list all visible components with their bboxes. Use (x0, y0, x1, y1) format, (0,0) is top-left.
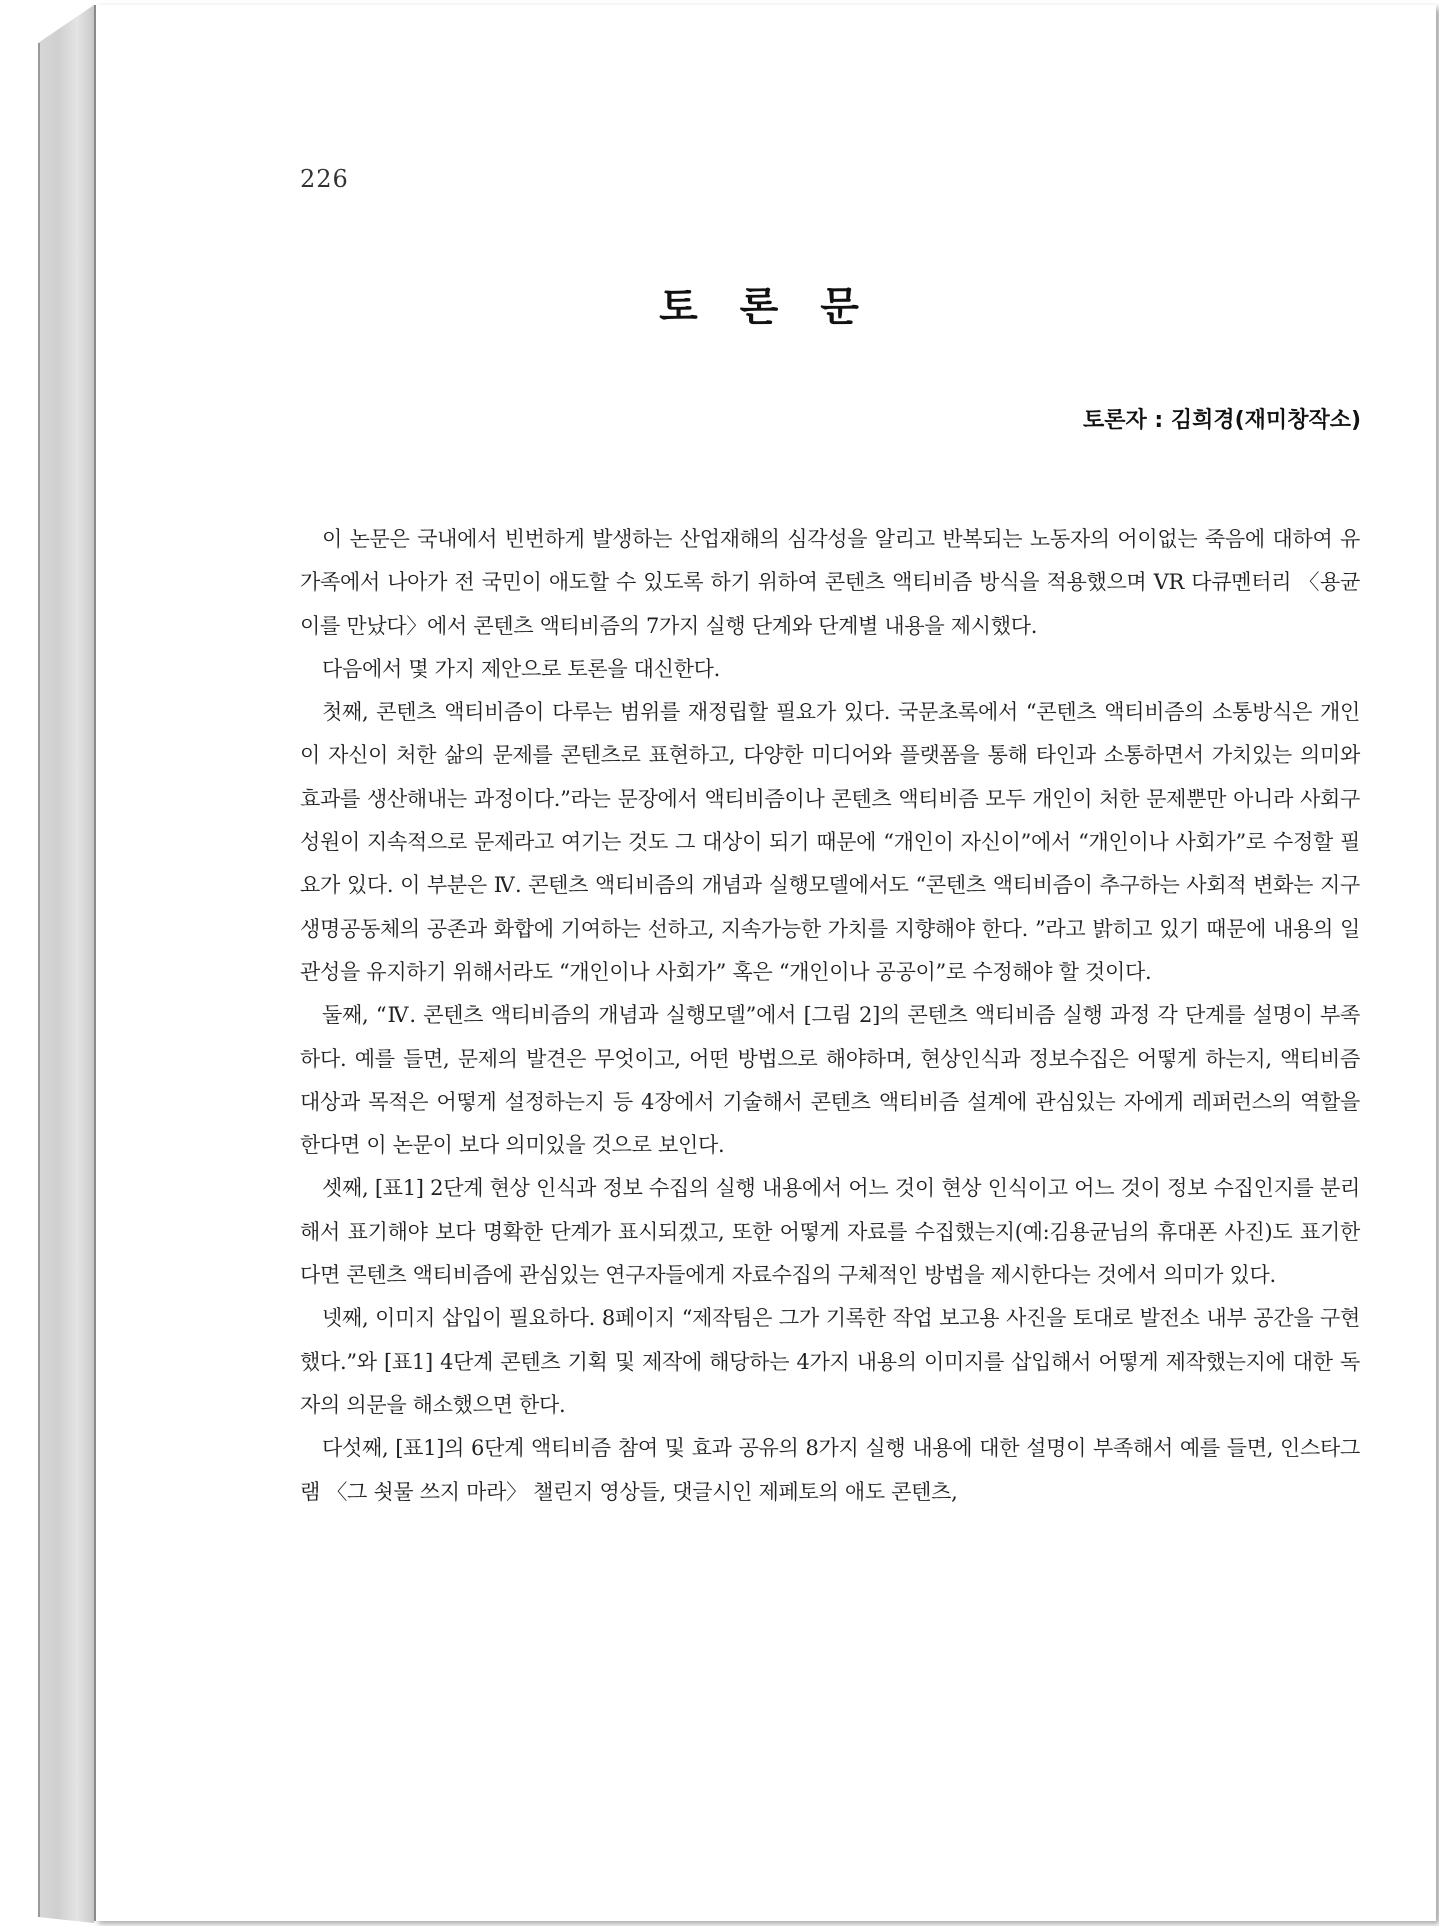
paragraph-fourth: 넷째, 이미지 삽입이 필요하다. 8페이지 “제작팀은 그가 기록한 작업 보고용 사진을 토대로 발전소 내부 공간을 구현했다.”와 [표1] 4단계 콘텐츠 기획 및 제작에 해당하는 4가지 내용의 이미지를 삽입해서 어떻게 제작했는지에 대한 독자의 의문을 해소했으면 한다. (300, 1306, 1360, 1417)
paragraph-intro: 이 논문은 국내에서 빈번하게 발생하는 산업재해의 심각성을 알리고 반복되는 노동자의 어이없는 죽음에 대하여 유가족에서 나아가 전 국민이 애도할 수 있도록 하기 위하여 콘텐츠 액티비즘 방식을 적용했으며 VR 다큐멘터리 〈용균이를 만났다〉에서 콘텐츠 액티비즘의 7가지 실행 단계와 단계별 내용을 제시했다. (300, 527, 1360, 638)
book-spine (38, 5, 94, 1923)
document-page (94, 5, 1436, 1921)
book-spine-edge (38, 43, 40, 1917)
paragraph-third: 셋째, [표1] 2단계 현상 인식과 정보 수집의 실행 내용에서 어느 것이 현상 인식이고 어느 것이 정보 수집인지를 분리해서 표기해야 보다 명확한 단계가 표시되겠고, 또한 어떻게 자료를 수집했는지(예:김용균님의 휴대폰 사진)도 표기한다면 콘텐츠 액티비즘에 관심있는 연구자들에게 자료수집의 구체적인 방법을 제시한다는 것에서 의미가 있다. (300, 1176, 1360, 1288)
paragraph-first: 첫째, 콘텐츠 액티비즘이 다루는 범위를 재정립할 필요가 있다. 국문초록에서 “콘텐츠 액티비즘의 소통방식은 개인이 자신이 처한 삶의 문제를 콘텐츠로 표현하고, 다양한 미디어와 플랫폼을 통해 타인과 소통하면서 가치있는 의미와 효과를 생산해내는 과정이다.”라는 문장에서 액티비즘이나 콘텐츠 액티비즘 모두 개인이 처한 문제뿐만 아니라 사회구성원이 지속적으로 문제라고 여기는 것도 그 대상이 되기 때문에 “개인이 자신이”에서 “개인이나 사회가”로 수정할 필요가 있다. 이 부분은 Ⅳ. 콘텐츠 액티비즘의 개념과 실행모델에서도 “콘텐츠 액티비즘이 추구하는 사회적 변화는 지구생명공동체의 공존과 화합에 기여하는 선하고, 지속가능한 가치를 지향해야 한다. ”라고 밝히고 있기 때문에 내용의 일관성을 유지하기 위해서라도 “개인이나 사회가” 혹은 “개인이나 공공이”로 수정해야 할 것이다. (300, 700, 1360, 984)
page-title: 토 론 문 (659, 284, 873, 330)
paragraph-fifth: 다섯째, [표1]의 6단계 액티비즘 참여 및 효과 공유의 8가지 실행 내용에 대한 설명이 부족해서 예를 들면, 인스타그램 〈그 쇳물 쓰지 마라〉 챌린지 영상들, 댓글시인 제페토의 애도 콘텐츠, (300, 1436, 1360, 1504)
body-text (300, 518, 1360, 1514)
paragraph-second: 둘째, “Ⅳ. 콘텐츠 액티비즘의 개념과 실행모델”에서 [그림 2]의 콘텐츠 액티비즘 실행 과정 각 단계를 설명이 부족하다. 예를 들면, 문제의 발견은 무엇이고, 어떤 방법으로 해야하며, 현상인식과 정보수집은 어떻게 하는지, 액티비즘 대상과 목적은 어떻게 설정하는지 등 4장에서 기술해서 콘텐츠 액티비즘 설계에 관심있는 자에게 레퍼런스의 역할을 한다면 이 논문이 보다 의미있을 것으로 보인다. (300, 1003, 1360, 1158)
page-number: 226 (300, 165, 349, 193)
paragraph-lead: 다음에서 몇 가지 제안으로 토론을 대신한다. (322, 656, 720, 681)
discussant-line: 토론자 : 김희경(재미창작소) (1083, 408, 1361, 433)
